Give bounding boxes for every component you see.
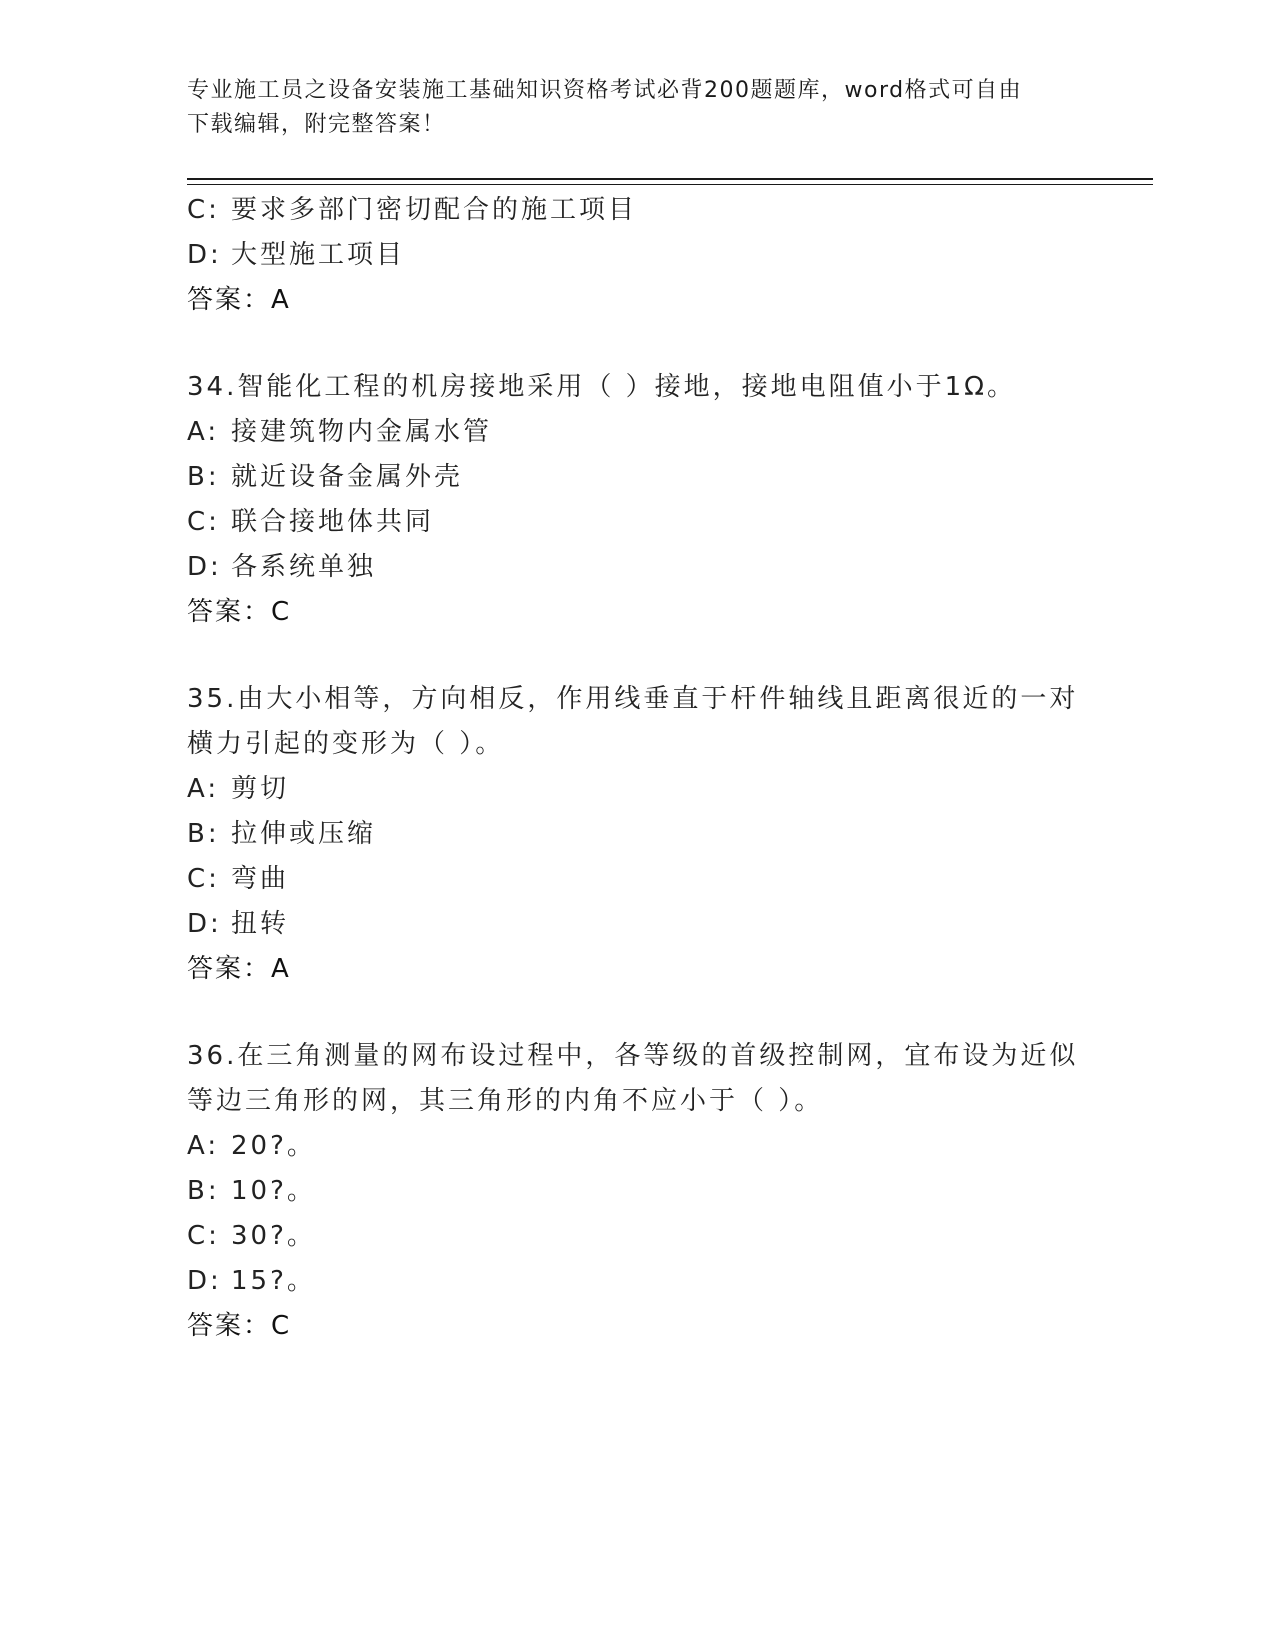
answer-line — [187, 590, 1087, 635]
option-letter: B: — [187, 462, 220, 492]
question-35 — [187, 677, 1087, 992]
option-a — [187, 410, 1087, 455]
question-list — [187, 188, 1087, 1349]
answer-line — [187, 947, 1087, 992]
option-letter: C: — [187, 1221, 220, 1251]
option-c — [187, 1214, 1087, 1259]
header-title-line-2: 下载编辑，附完整答案！ — [187, 112, 446, 137]
option-letter: C: — [187, 195, 220, 225]
option-a — [187, 767, 1087, 812]
header-divider-thick — [187, 178, 1153, 180]
answer-label: 答案： — [187, 954, 272, 984]
option-letter: B: — [187, 819, 220, 849]
option-text: 要求多部门密切配合的施工项目 — [231, 195, 638, 225]
option-letter: B: — [187, 1176, 220, 1206]
option-letter: D: — [187, 1266, 222, 1296]
question-34 — [187, 365, 1087, 635]
answer-value: A — [271, 285, 290, 315]
answer-line — [187, 278, 1087, 323]
answer-value: C — [271, 1311, 291, 1341]
question-33-continued — [187, 188, 1087, 323]
option-d — [187, 545, 1087, 590]
option-text: 扭转 — [231, 909, 290, 939]
option-letter: C: — [187, 507, 220, 537]
option-text: 剪切 — [231, 774, 290, 804]
answer-label: 答案： — [187, 285, 272, 315]
option-d — [187, 233, 1087, 278]
question-text: 35.由大小相等，方向相反，作用线垂直于杆件轴线且距离很近的一对 — [187, 684, 1079, 714]
answer-line — [187, 1304, 1087, 1349]
option-c — [187, 188, 1087, 233]
question-text-continued: 横力引起的变形为（ ）。 — [187, 729, 505, 759]
document-header — [187, 74, 1087, 142]
option-letter: D: — [187, 240, 222, 270]
option-letter: C: — [187, 864, 220, 894]
option-text: 10?。 — [231, 1176, 316, 1206]
option-a — [187, 1124, 1087, 1169]
answer-label: 答案： — [187, 597, 272, 627]
option-b — [187, 455, 1087, 500]
option-c — [187, 857, 1087, 902]
option-letter: A: — [187, 1131, 220, 1161]
option-text: 接建筑物内金属水管 — [231, 417, 493, 447]
option-letter: D: — [187, 909, 222, 939]
option-letter: A: — [187, 774, 220, 804]
option-text: 30?。 — [231, 1221, 316, 1251]
option-text: 就近设备金属外壳 — [231, 462, 464, 492]
question-text: 34.智能化工程的机房接地采用（ ）接地，接地电阻值小于1Ω。 — [187, 372, 1017, 402]
option-text: 15?。 — [231, 1266, 316, 1296]
header-title-line-1: 专业施工员之设备安装施工基础知识资格考试必背200题题库，word格式可自由 — [187, 78, 1023, 103]
option-text: 拉伸或压缩 — [231, 819, 377, 849]
option-letter: D: — [187, 552, 222, 582]
answer-value: A — [271, 954, 290, 984]
question-text-continued: 等边三角形的网，其三角形的内角不应小于（ ）。 — [187, 1086, 824, 1116]
question-36 — [187, 1034, 1087, 1349]
answer-label: 答案： — [187, 1311, 272, 1341]
option-c — [187, 500, 1087, 545]
answer-value: C — [271, 597, 291, 627]
option-text: 联合接地体共同 — [231, 507, 435, 537]
option-text: 20?。 — [231, 1131, 316, 1161]
question-text: 36.在三角测量的网布设过程中，各等级的首级控制网，宜布设为近似 — [187, 1041, 1079, 1071]
header-divider-thin — [187, 184, 1153, 185]
option-b — [187, 812, 1087, 857]
option-letter: A: — [187, 417, 220, 447]
option-d — [187, 902, 1087, 947]
option-d — [187, 1259, 1087, 1304]
option-b — [187, 1169, 1087, 1214]
option-text: 弯曲 — [231, 864, 290, 894]
option-text: 各系统单独 — [231, 552, 377, 582]
option-text: 大型施工项目 — [231, 240, 406, 270]
